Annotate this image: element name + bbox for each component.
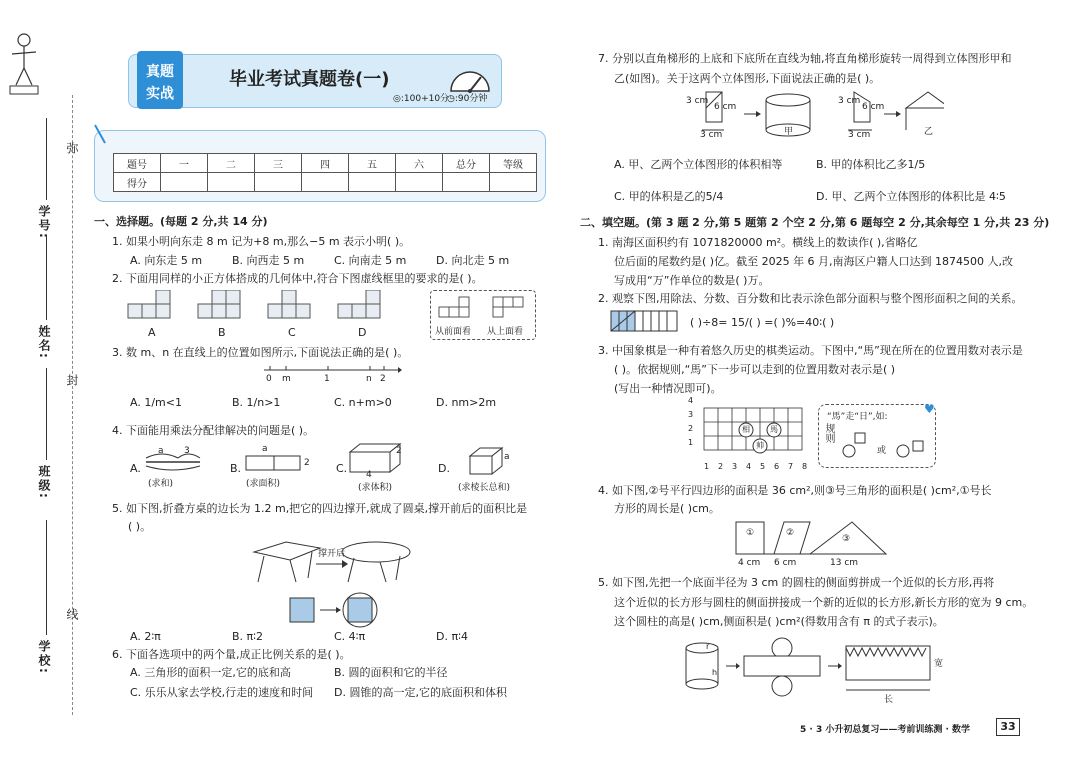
q7-solids-figure: [684, 88, 944, 140]
q5-arrow-label: 撑开后: [318, 549, 346, 559]
q1-option-a[interactable]: A. 向东走 5 m: [130, 254, 203, 267]
q4a-segment-figure: [142, 448, 206, 474]
label-name: 姓名:: [37, 325, 51, 360]
q4-option-b[interactable]: B.: [230, 462, 242, 475]
q1-stem: 1. 如果小明向东走 8 m 记为+8 m,那么−5 m 表示小明( )。: [112, 235, 411, 248]
f3-line2: ( )。依据规则,“馬”下一步可以走到的位置用数对表示是( ): [614, 363, 896, 376]
f5-label-r: r: [706, 642, 710, 651]
q7-dim-1: 3 cm: [686, 96, 709, 106]
q5-option-c[interactable]: C. 4∶π: [334, 630, 366, 643]
f5-label-length: 长: [884, 695, 894, 705]
f3-piece-xiang: 相: [742, 425, 750, 434]
score-cell: 六: [396, 154, 443, 173]
q4d-cube-figure: [468, 446, 504, 476]
score-info: ◎:100+10分: [393, 94, 450, 104]
q3-tick-m: m: [282, 374, 291, 384]
q7-option-b[interactable]: B. 甲的体积比乙多1/5: [816, 158, 926, 171]
time-info: ◷:90分钟: [447, 94, 488, 104]
q3-tick-0: 0: [266, 374, 272, 384]
q6-option-a[interactable]: A. 三角形的面积一定,它的底和高: [130, 666, 291, 679]
f3-y-3: 3: [688, 410, 694, 419]
f3-piece-ma: 馬: [770, 425, 778, 434]
f3-x-5: 5: [760, 462, 766, 471]
label-id: 学号:: [37, 205, 51, 240]
q7-dim-5: 6 cm: [862, 102, 885, 112]
q7-dim-2: 6 cm: [714, 102, 737, 112]
f5-line1: 5. 如下图,先把一个底面半径为 3 cm 的圆柱的侧面剪拼成一个近似的长方形,再将: [598, 576, 995, 589]
seal-feng: 封: [65, 374, 79, 388]
q7-dim-4: 3 cm: [838, 96, 861, 106]
score-table: [113, 153, 537, 192]
q2-view-top: 从上面看: [487, 327, 524, 337]
q3-option-b[interactable]: B. 1/n>1: [232, 396, 281, 409]
f3-rule-box: [818, 404, 936, 468]
f4-dim-6cm: 6 cm: [774, 558, 797, 568]
q7-stem-line1: 7. 分别以直角梯形的上底和下底所在直线为轴,将直角梯形旋转一周得到立体图形甲和: [598, 52, 1012, 65]
q4d-caption: (求棱长总和): [458, 483, 511, 493]
f4-shapes-figure: [734, 520, 890, 560]
f2-shaded-figure: [610, 310, 680, 332]
f4-dim-13cm: 13 cm: [830, 558, 859, 568]
q4a-label-3: 3: [184, 446, 190, 456]
f5-cylinder-figure: [682, 636, 952, 698]
f3-chessboard: [694, 402, 806, 462]
school-field[interactable]: [46, 520, 47, 635]
q2-label-a[interactable]: A: [148, 326, 156, 339]
f3-x-6: 6: [774, 462, 780, 471]
score-input[interactable]: [490, 173, 537, 192]
q1-option-d[interactable]: D. 向北走 5 m: [436, 254, 510, 267]
q7-option-d[interactable]: D. 甲、乙两个立体图形的体积比是 4∶5: [816, 190, 1006, 203]
score-table-input-row: [114, 173, 537, 192]
label-school: 学校:: [37, 640, 51, 675]
badge-line2: 实战: [146, 86, 174, 102]
score-row-label: 得分: [114, 173, 161, 192]
score-input[interactable]: [302, 173, 349, 192]
f2-expression: ( )÷8= 15/( ) =( )%=40∶( ): [690, 316, 835, 329]
score-panel: [94, 130, 546, 202]
q6-option-d[interactable]: D. 圆锥的高一定,它的底面积和体积: [334, 686, 507, 699]
q4c-label-2: 2: [396, 446, 402, 456]
q3-tick-n: n: [366, 374, 372, 384]
f4-label-2: ②: [786, 528, 795, 538]
f5-label-width: 宽: [934, 659, 944, 669]
q6-option-c[interactable]: C. 乐乐从家去学校,行走的速度和时间: [130, 686, 314, 699]
q7-dim-3: 3 cm: [700, 130, 723, 140]
q3-option-d[interactable]: D. nm>2m: [436, 396, 497, 409]
q2-label-b[interactable]: B: [218, 326, 226, 339]
name-field[interactable]: [46, 235, 47, 320]
q4-option-c[interactable]: C.: [336, 462, 348, 475]
q6-stem: 6. 下面各选项中的两个量,成正比例关系的是( )。: [112, 648, 351, 661]
f2-stem: 2. 观察下图,用除法、分数、百分数和比表示涂色部分面积与整个图形面积之间的关系。: [598, 292, 1023, 305]
q4d-label-a: a: [504, 452, 510, 462]
f4-line1: 4. 如下图,②号平行四边形的面积是 36 cm²,则③号三角形的面积是( )cm²,①号长: [598, 484, 992, 497]
f3-y-2: 2: [688, 424, 694, 433]
f3-rule-figure: [841, 427, 931, 463]
q4b-label-2: 2: [304, 458, 310, 468]
f4-label-1: ①: [746, 528, 755, 538]
page-title: 毕业考试真题卷(一): [229, 69, 390, 90]
f4-label-3: ③: [842, 534, 851, 544]
q7-option-a[interactable]: A. 甲、乙两个立体图形的体积相等: [614, 158, 783, 171]
f3-x-7: 7: [788, 462, 794, 471]
f5-line3: 这个圆柱的高是( )cm,侧面积是( )cm²(得数用含有 π 的式子表示)。: [614, 615, 944, 628]
score-input[interactable]: [349, 173, 396, 192]
score-cell: 三: [255, 154, 302, 173]
section2-heading: 二、填空题。(第 3 题 2 分,第 5 题第 2 个空 2 分,第 6 题每空 2 分,其余每空 1 分,共 23 分): [580, 216, 1050, 229]
f3-x-3: 3: [732, 462, 738, 471]
clock-icon: [447, 59, 493, 95]
f4-dim-4cm: 4 cm: [738, 558, 761, 568]
q4b-rect-figure: [244, 454, 304, 472]
score-cell: 二: [208, 154, 255, 173]
q6-option-b[interactable]: B. 圆的面积和它的半径: [334, 666, 448, 679]
score-cell: 总分: [443, 154, 490, 173]
q7-label-yi: 乙: [924, 127, 934, 137]
f3-piece-shuai: 帅: [756, 441, 764, 450]
q2-view-front: 从前面看: [435, 327, 472, 337]
q1-option-b[interactable]: B. 向西走 5 m: [232, 254, 305, 267]
q5-option-b[interactable]: B. π∶2: [232, 630, 264, 643]
f4-line2: 方形的周长是( )cm。: [614, 502, 720, 515]
q2-view-box: [430, 290, 536, 340]
q3-tick-2: 2: [380, 374, 386, 384]
f1-line3: 写成用“万”作单位的数是( )万。: [614, 274, 770, 287]
score-input[interactable]: [161, 173, 208, 192]
q4c-cuboid-figure: [348, 442, 402, 476]
doodle-figure-icon: [4, 30, 44, 100]
f3-rule-title: 规则: [823, 423, 834, 443]
score-input[interactable]: [208, 173, 255, 192]
q7-label-jia: 甲: [784, 127, 794, 137]
f3-rule-or: 或: [877, 446, 887, 456]
label-class: 班级:: [37, 465, 51, 500]
badge-line1: 真题: [146, 64, 174, 80]
score-input[interactable]: [255, 173, 302, 192]
score-input[interactable]: [396, 173, 443, 192]
q4b-caption: (求面积): [246, 479, 281, 489]
q2-label-d[interactable]: D: [358, 326, 367, 339]
header-banner: [128, 54, 502, 108]
f3-y-1: 1: [688, 438, 694, 447]
q4-option-d[interactable]: D.: [438, 462, 450, 475]
q5-option-a[interactable]: A. 2∶π: [130, 630, 161, 643]
q3-tick-1: 1: [324, 374, 330, 384]
q5-stem-line1: 5. 如下图,折叠方桌的边长为 1.2 m,把它的四边撑开,就成了圆桌,撑开前后的面积比是: [112, 502, 528, 515]
q5-option-d[interactable]: D. π∶4: [436, 630, 468, 643]
seal-mi: 弥: [65, 142, 79, 156]
q4a-caption: (求和): [148, 479, 174, 489]
q4c-label-4: 4: [366, 470, 372, 480]
q3-option-a[interactable]: A. 1/m<1: [130, 396, 182, 409]
f3-y-4: 4: [688, 396, 694, 405]
q4b-label-a: a: [262, 444, 268, 454]
q7-dim-6: 3 cm: [848, 130, 871, 140]
score-cell: 题号: [114, 154, 161, 173]
page-number: 33: [996, 718, 1020, 736]
f3-line1: 3. 中国象棋是一种有着悠久历史的棋类运动。下图中,“馬”现在所在的位置用数对表示是: [598, 344, 1023, 357]
q2-stem: 2. 下面用同样的小正方体搭成的几何体中,符合下图虚线框里的要求的是( )。: [112, 272, 483, 285]
q3-stem: 3. 数 m、n 在直线上的位置如图所示,下面说法正确的是( )。: [112, 346, 409, 359]
q2-views-figure: [435, 295, 531, 321]
cut-line: [72, 95, 73, 715]
f3-x-8: 8: [802, 462, 808, 471]
score-cell: 一: [161, 154, 208, 173]
seal-xian: 线: [65, 608, 79, 622]
q5-stem-line2: ( )。: [128, 520, 152, 533]
q4c-caption: (求体积): [358, 483, 393, 493]
score-table-header-row: [114, 154, 537, 173]
f3-x-4: 4: [746, 462, 752, 471]
score-input[interactable]: [443, 173, 490, 192]
f3-x-1: 1: [704, 462, 710, 471]
score-cell: 等级: [490, 154, 537, 173]
class-field[interactable]: [46, 368, 47, 460]
q4-option-a[interactable]: A.: [130, 462, 141, 475]
f5-line2: 这个近似的长方形与圆柱的侧面拼接成一个新的近似的长方形,新长方形的宽为 9 cm。: [614, 596, 1034, 609]
q4a-label-a: a: [158, 446, 164, 456]
f1-line2: 位后面的尾数约是( )亿。截至 2025 年 6 月,南海区户籍人口达到 1874500 人,改: [614, 255, 1014, 268]
id-field[interactable]: [46, 118, 47, 200]
q4-stem: 4. 下面能用乘法分配律解决的问题是( )。: [112, 424, 315, 437]
heart-icon: ♥: [924, 402, 935, 416]
q7-option-c[interactable]: C. 甲的体积是乙的5/4: [614, 190, 724, 203]
q2-solids-figure: [126, 290, 426, 328]
pin-icon: [91, 123, 111, 147]
f5-label-h: h: [712, 668, 718, 677]
f3-line3: (写出一种情况即可)。: [614, 382, 722, 395]
footer-text: 5 · 3 小升初总复习——考前训练测 · 数学: [800, 725, 971, 735]
f3-x-2: 2: [718, 462, 724, 471]
q7-stem-line2: 乙(如图)。关于这两个立体图形,下面说法正确的是( )。: [614, 72, 881, 85]
section1-heading: 一、选择题。(每题 2 分,共 14 分): [94, 215, 268, 228]
q1-option-c[interactable]: C. 向南走 5 m: [334, 254, 407, 267]
score-cell: 四: [302, 154, 349, 173]
q3-option-c[interactable]: C. n+m>0: [334, 396, 392, 409]
q2-label-c[interactable]: C: [288, 326, 296, 339]
score-cell: 五: [349, 154, 396, 173]
f3-rule-text: “馬”走“日”,如:: [827, 412, 888, 422]
exam-badge: [137, 51, 183, 109]
f1-line1: 1. 南海区面积约有 1071820000 m²。横线上的数读作( ),省略亿: [598, 236, 918, 249]
